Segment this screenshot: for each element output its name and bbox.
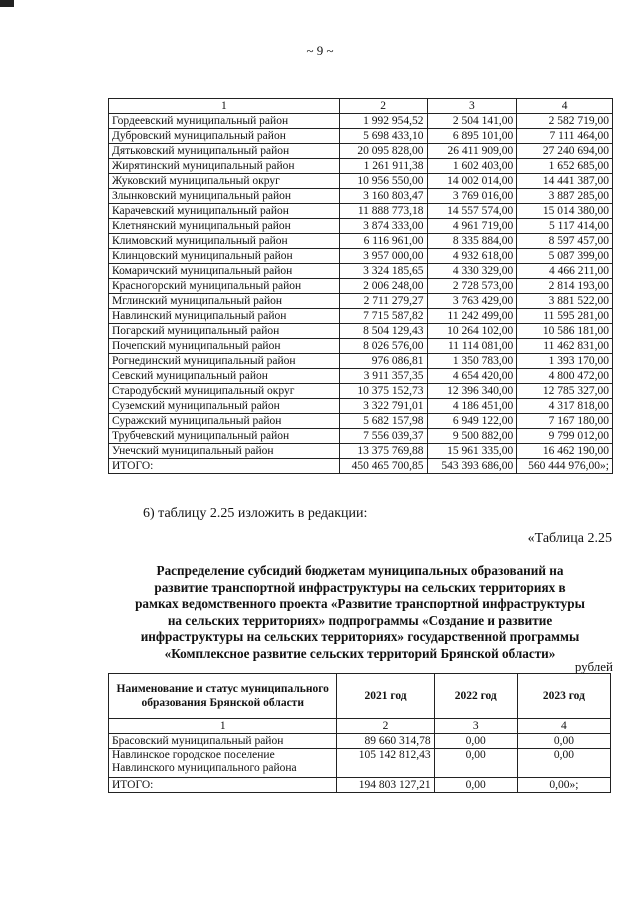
table-cell: Навлинский муниципальный район [109,309,340,324]
table-cell: 10 375 152,73 [339,384,427,399]
column-number: 3 [434,719,517,734]
table-cell: 13 375 769,88 [339,444,427,459]
table-cell: 12 396 340,00 [427,384,517,399]
title-line: развитие транспортной инфраструктуры на сельских территориях в [154,579,566,595]
column-number: 2 [337,719,434,734]
table-row [109,309,613,324]
table-row [109,399,613,414]
table-cell: 1 602 403,00 [427,159,517,174]
title-line: Распределение субсидий бюджетам муниципальных образований на [156,563,564,578]
column-number: 3 [427,99,517,114]
table-cell: Мглинский муниципальный район [109,294,340,309]
header-cell: 2021 год [337,674,434,719]
table-cell: 976 086,81 [339,354,427,369]
table-header-row [109,674,611,719]
table-cell: 2 006 248,00 [339,279,427,294]
table-cell: 0,00 [434,778,517,793]
table-cell: Комаричский муниципальный район [109,264,340,279]
table-cell: 543 393 686,00 [427,459,517,474]
total-row [109,459,613,474]
column-number: 2 [339,99,427,114]
table-cell: 3 911 357,35 [339,369,427,384]
table-cell: 194 803 127,21 [337,778,434,793]
table-cell: 4 466 211,00 [517,264,613,279]
page-number: ~ 9 ~ [306,43,334,58]
table-cell: 26 411 909,00 [427,144,517,159]
table-cell: 2 504 141,00 [427,114,517,129]
table-cell: Стародубский муниципальный округ [109,384,340,399]
column-number: 1 [109,99,340,114]
table-cell: Суземский муниципальный район [109,399,340,414]
table-cell: 2 711 279,27 [339,294,427,309]
table-cell: 27 240 694,00 [517,144,613,159]
table-row [109,354,613,369]
table-cell: Дятьковский муниципальный район [109,144,340,159]
table-cell: 4 932 618,00 [427,249,517,264]
table-row [109,444,613,459]
table-cell: 0,00 [517,749,610,778]
table-cell: 4 186 451,00 [427,399,517,414]
table-row [109,219,613,234]
table-row [109,384,613,399]
table-2-25 [108,673,611,793]
table-cell: 2 728 573,00 [427,279,517,294]
table-cell: 8 504 129,43 [339,324,427,339]
table-cell: Севский муниципальный район [109,369,340,384]
table-cell: 8 335 884,00 [427,234,517,249]
table-cell: 1 261 911,38 [339,159,427,174]
table-cell: Красногорский муниципальный район [109,279,340,294]
table-cell: 14 002 014,00 [427,174,517,189]
table-row [109,129,613,144]
table-header-row [109,99,613,114]
table-row [109,114,613,129]
table-cell: 0,00 [434,749,517,778]
table-cell: 14 557 574,00 [427,204,517,219]
table-cell: 20 095 828,00 [339,144,427,159]
table-cell: 5 698 433,10 [339,129,427,144]
column-number-row [109,719,611,734]
table-cell: 11 114 081,00 [427,339,517,354]
table-cell: 89 660 314,78 [337,734,434,749]
table-row [109,159,613,174]
table-cell: 7 111 464,00 [517,129,613,144]
table-cell: 3 763 429,00 [427,294,517,309]
table-cell: 7 167 180,00 [517,414,613,429]
table-cell: Карачевский муниципальный район [109,204,340,219]
table-row [109,189,613,204]
table-cell: 0,00»; [517,778,610,793]
table-cell: 3 887 285,00 [517,189,613,204]
table-cell: 3 160 803,47 [339,189,427,204]
amendment-instruction: 6) таблицу 2.25 изложить в редакции: [143,506,368,521]
column-number: 4 [517,719,610,734]
table-cell: 15 014 380,00 [517,204,613,219]
table-cell: ИТОГО: [109,778,337,793]
table-cell: Почепский муниципальный район [109,339,340,354]
table-row [109,339,613,354]
table-cell: Трубчевский муниципальный район [109,429,340,444]
scan-corner-mark [0,0,14,7]
table-cell: 11 888 773,18 [339,204,427,219]
table-cell: 11 242 499,00 [427,309,517,324]
table-row [109,249,613,264]
table-cell: 14 441 387,00 [517,174,613,189]
title-line: рамках ведомственного проекта «Развитие транспортной инфраструктуры [135,596,585,612]
title-line: инфраструктуры на сельских территориях» государственной программы [140,629,580,645]
table-cell: 0,00 [517,734,610,749]
table-cell: Унечский муниципальный район [109,444,340,459]
table-cell: 4 330 329,00 [427,264,517,279]
table-cell: Брасовский муниципальный район [109,734,337,749]
table-cell: 12 785 327,00 [517,384,613,399]
table-row [109,734,611,749]
table-cell: Клетнянский муниципальный район [109,219,340,234]
header-cell: 2022 год [434,674,517,719]
table-cell: 6 116 961,00 [339,234,427,249]
table-row [109,234,613,249]
table-cell: Клинцовский муниципальный район [109,249,340,264]
table-cell: 6 949 122,00 [427,414,517,429]
header-cell: 2023 год [517,674,610,719]
table-cell: 5 087 399,00 [517,249,613,264]
table-cell: 7 715 587,82 [339,309,427,324]
table-row [109,749,611,778]
table-cell: 4 654 420,00 [427,369,517,384]
table-row [109,369,613,384]
total-row [109,778,611,793]
table-cell: 16 462 190,00 [517,444,613,459]
table-cell: 10 264 102,00 [427,324,517,339]
table-cell: ИТОГО: [109,459,340,474]
table-cell: 10 586 181,00 [517,324,613,339]
table-cell: 9 799 012,00 [517,429,613,444]
subsidy-table-continued [108,98,613,474]
table-cell: 3 324 185,65 [339,264,427,279]
table-cell: 1 350 783,00 [427,354,517,369]
table-cell: Злынковский муниципальный район [109,189,340,204]
table-cell: Гордеевский муниципальный район [109,114,340,129]
table-cell: 9 500 882,00 [427,429,517,444]
table-cell: Навлинское городское поселение Навлинского муниципального района [109,749,337,778]
table-cell: 4 317 818,00 [517,399,613,414]
table-cell: 8 026 576,00 [339,339,427,354]
table-row [109,279,613,294]
table-row [109,294,613,309]
table-cell: 1 393 170,00 [517,354,613,369]
table-title [100,563,620,663]
table-cell: Жуковский муниципальный округ [109,174,340,189]
title-line: на сельских территориях» подпрограммы «Создание и развитие [167,612,553,628]
table-cell: 6 895 101,00 [427,129,517,144]
table-cell: 7 556 039,37 [339,429,427,444]
table-cell: 450 465 700,85 [339,459,427,474]
table-cell: 105 142 812,43 [337,749,434,778]
table-cell: 2 582 719,00 [517,114,613,129]
title-line: «Комплексное развитие сельских территорий Брянской области» [164,645,556,661]
table-cell: 11 462 831,00 [517,339,613,354]
table-cell: Суражский муниципальный район [109,414,340,429]
unit-label: рублей [574,659,613,674]
table-row [109,174,613,189]
table-row [109,144,613,159]
table-row [109,429,613,444]
table-cell: Рогнединский муниципальный район [109,354,340,369]
table-cell: 4 961 719,00 [427,219,517,234]
table-cell: 560 444 976,00»; [517,459,613,474]
table-cell: 3 881 522,00 [517,294,613,309]
table-cell: 15 961 335,00 [427,444,517,459]
table-cell: 8 597 457,00 [517,234,613,249]
table-cell: 1 992 954,52 [339,114,427,129]
table-cell: 2 814 193,00 [517,279,613,294]
table-cell: 3 957 000,00 [339,249,427,264]
table-cell: Жирятинский муниципальный район [109,159,340,174]
header-cell: Наименование и статус муниципального образования Брянской области [109,674,337,719]
column-number: 1 [109,719,337,734]
table-cell: Дубровский муниципальный район [109,129,340,144]
table-cell: 1 652 685,00 [517,159,613,174]
table-row [109,204,613,219]
table-row [109,264,613,279]
table-cell: 5 117 414,00 [517,219,613,234]
table-cell: 4 800 472,00 [517,369,613,384]
table-cell: 11 595 281,00 [517,309,613,324]
table-reference: «Таблица 2.25 [527,531,612,546]
table-cell: Климовский муниципальный район [109,234,340,249]
table-row [109,324,613,339]
table-cell: 3 769 016,00 [427,189,517,204]
table-cell: 3 874 333,00 [339,219,427,234]
table-cell: 10 956 550,00 [339,174,427,189]
table-cell: 3 322 791,01 [339,399,427,414]
column-number: 4 [517,99,613,114]
table-cell: 5 682 157,98 [339,414,427,429]
table-cell: Погарский муниципальный район [109,324,340,339]
table-row [109,414,613,429]
table-cell: 0,00 [434,734,517,749]
